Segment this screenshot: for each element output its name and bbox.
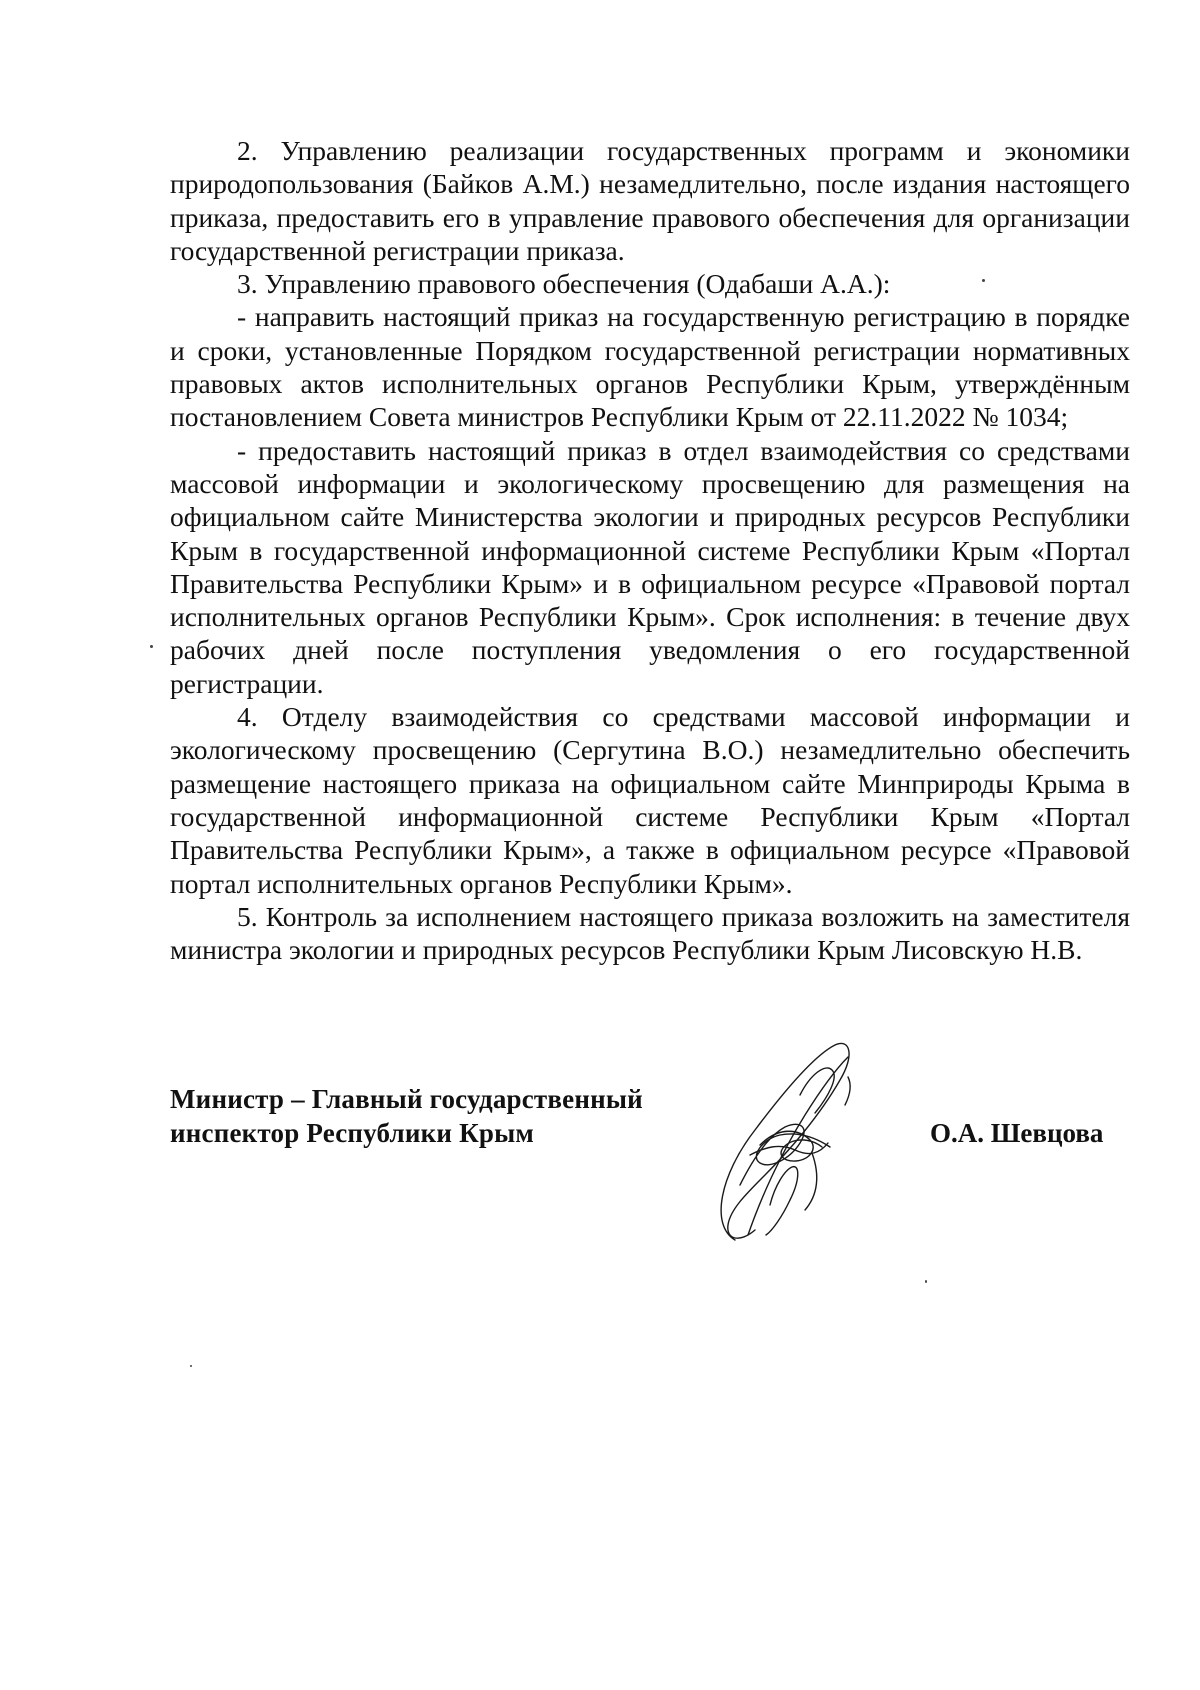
scan-speck — [982, 279, 985, 282]
paragraph-item-3-bullet-2: - предоставить настоящий приказ в отдел взаимодействия со средствами массовой информации и экологическому просвещению для размещения на официальном сайте Министерства экологии и природных ресурсов Республики Крым в государственной информационной системе Республики Крым «Портал Правительства Республики Крым» и в официальном ресурсе «Правовой портал исполнительных органов Республики Крым». Срок исполнения: в течение двух рабочих дней после поступления уведомления о его государственной регистрации. — [170, 434, 1130, 699]
document-body — [170, 134, 1130, 966]
paragraph-item-4: 4. Отделу взаимодействия со средствами массовой информации и экологическому просвещению (Сергутина В.О.) незамедлительно обеспечить размещение настоящего приказа на официальном сайте Минприроды Крыма в государственной информационной системе Республики Крым «Портал Правительства Республики Крым», а также в официальном ресурсе «Правовой портал исполнительных органов Республики Крым». — [170, 701, 1130, 899]
paragraph-item-3: 3. Управлению правового обеспечения (Одабаши А.А.): — [237, 268, 891, 300]
scan-speck — [150, 645, 153, 648]
paragraph-item-3-bullet-1: - направить настоящий приказ на государственную регистрацию в порядке и сроки, установленные Порядком государственной регистрации нормативных правовых актов исполнительных органов Республики Крым, утверждённым постановлением Совета министров Республики Крым от 22.11.2022 № 1034; — [170, 301, 1130, 433]
scan-speck — [190, 1365, 192, 1367]
paragraph-item-5: 5. Контроль за исполнением настоящего приказа возложить на заместителя министра экологии и природных ресурсов Республики Крым Лисовскую Н.В. — [170, 900, 1130, 966]
paragraph-item-2: 2. Управлению реализации государственных программ и экономики природопользования (Байков А.М.) незамедлительно, после издания настоящего приказа, предоставить его в управление правового обеспечения для организации государственной регистрации приказа. — [170, 135, 1130, 266]
handwritten-signature — [700, 1035, 885, 1250]
signer-name: О.А. Шевцова — [930, 1118, 1104, 1148]
signer-position-line-1: Министр – Главный государственный — [170, 1084, 643, 1114]
scan-speck — [925, 1280, 927, 1283]
signer-position-line-2: инспектор Республики Крым — [170, 1118, 534, 1148]
signer-position — [170, 1082, 643, 1150]
